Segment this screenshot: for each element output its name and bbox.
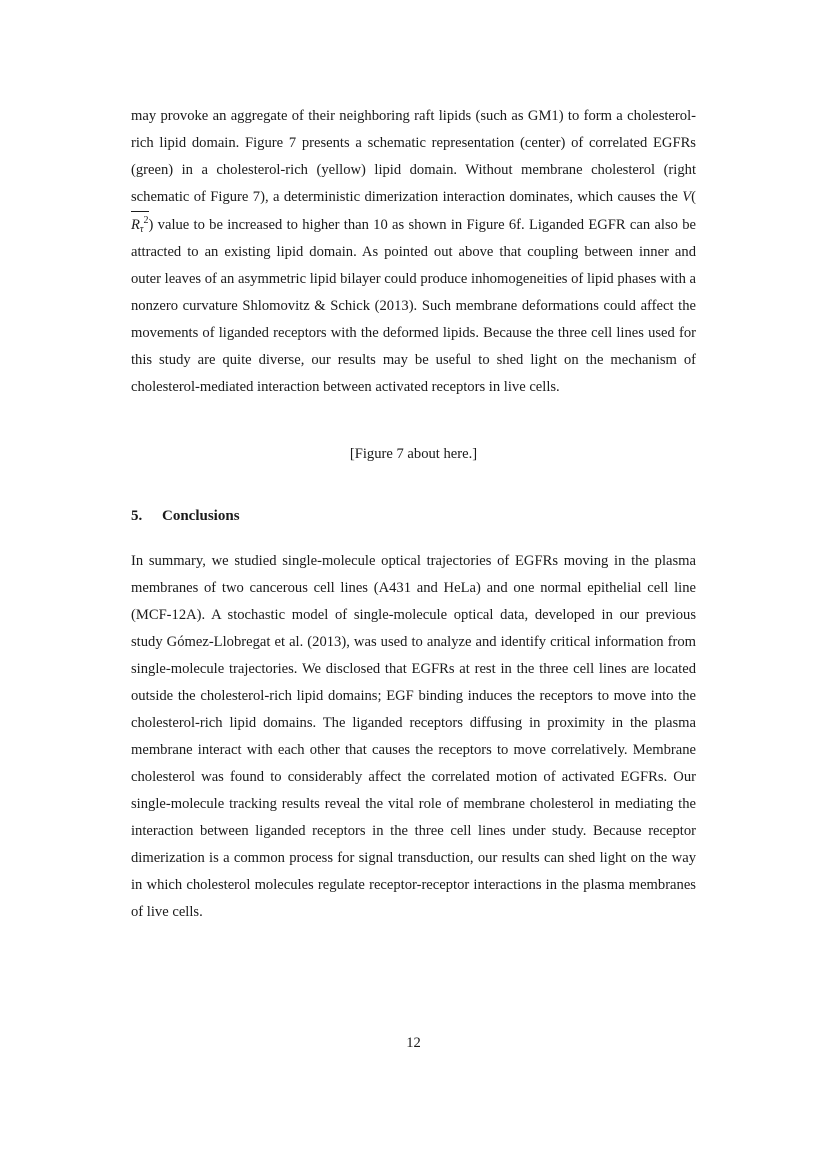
paragraph-text-after-math: value to be increased to higher than 10 as shown in Figure 6f. Liganded EGFR can also be attracted to an existing lipid domain. As pointed out above that coupling between inner and outer leaves of an asymmetric lipid bilayer could produce inhomogeneities of lipid phases with a nonzero curvature Shlomovitz & Schick (2013). Such membrane deformations could affect the movements of liganded receptors with the deformed lipids. Because the three cell lines used for this study are quite diverse, our results may be useful to shed light on the mechanism of cholesterol-mediated interaction between activated receptors in live cells.	[131, 217, 696, 395]
math-superscript-2: 2	[143, 215, 149, 226]
math-variable-r: R	[131, 217, 140, 233]
math-close-paren: )	[148, 217, 154, 233]
section-heading	[131, 503, 240, 530]
page-number: 12	[406, 1035, 421, 1051]
paragraph-text-before-math: may provoke an aggregate of their neighboring raft lipids (such as GM1) to form a cholesterol-rich lipid domain. Figure 7 presents a schematic representation (center) of correlated EGFRs (green) in a cholesterol-rich (yellow) lipid domain. Without membrane cholesterol (right schematic of Figure 7), a deterministic dimerization interaction dominates, which causes the	[131, 108, 696, 205]
math-open-paren: (	[691, 189, 696, 205]
section-title: Conclusions	[162, 508, 240, 524]
math-subscript-tau: τ	[139, 224, 144, 235]
math-function-v: V	[682, 189, 692, 205]
section-number: 5.	[131, 508, 143, 524]
body-paragraph-discussion	[131, 103, 696, 401]
body-paragraph-conclusions: In summary, we studied single-molecule optical trajectories of EGFRs moving in the plasma membranes of two cancerous cell lines (A431 and HeLa) and one normal epithelial cell line (MCF-12A). A stochastic model of single-molecule optical data, developed in our previous study Gómez-Llobregat et al. (2013), was used to analyze and identify critical information from single-molecule trajectories. We disclosed that EGFRs at rest in the three cell lines are located outside the cholesterol-rich lipid domains; EGF binding induces the receptors to move into the cholesterol-rich lipid domains. The liganded receptors diffusing in proximity in the plasma membrane interact with each other that causes the receptors to move correlatively. Membrane cholesterol was found to considerably affect the correlated motion of activated EGFRs. Our single-molecule tracking results reveal the vital role of membrane cholesterol in mediating the interaction between liganded receptors in the three cell lines under study. Because receptor dimerization is a common process for signal transduction, our results can shed light on the way in which cholesterol molecules regulate receptor-receptor interactions in the plasma membranes of live cells.	[131, 553, 696, 920]
math-overline-term	[131, 211, 149, 238]
figure-placeholder: [Figure 7 about here.]	[349, 446, 478, 462]
